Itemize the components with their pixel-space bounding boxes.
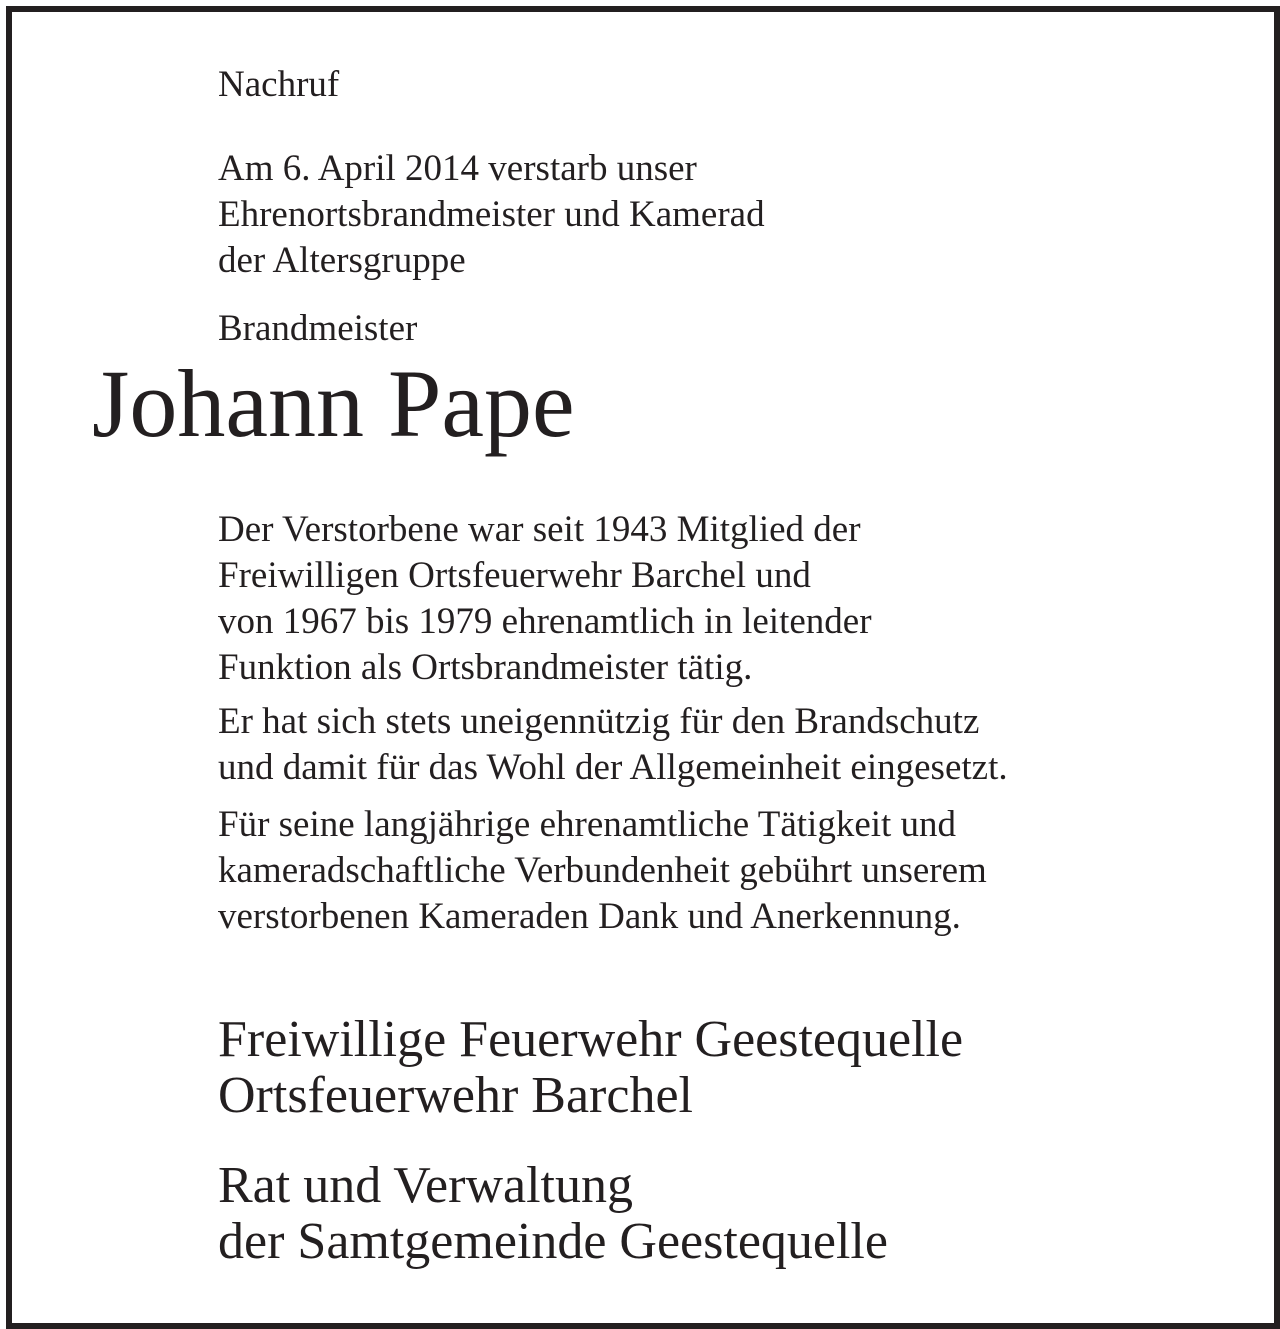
- rank-title: Brandmeister: [218, 308, 418, 349]
- paragraph3-line-1: Für seine langjährige ehrenamtliche Tätigkeit und: [218, 804, 957, 845]
- paragraph1-line-4: Funktion als Ortsbrandmeister tätig.: [218, 647, 753, 688]
- paragraph2-line-1: Er hat sich stets uneigennützig für den Brandschutz: [218, 701, 980, 742]
- intro-line-1: Am 6. April 2014 verstarb unser: [218, 148, 697, 189]
- signatory2-line-2: der Samtgemeinde Geestequelle: [218, 1213, 888, 1270]
- paragraph1-line-1: Der Verstorbene war seit 1943 Mitglied der: [218, 509, 861, 550]
- intro-line-2: Ehrenortsbrandmeister und Kamerad: [218, 194, 765, 235]
- obituary-frame: [6, 6, 1280, 1329]
- intro-line-3: der Altersgruppe: [218, 240, 466, 281]
- paragraph1-line-2: Freiwilligen Ortsfeuerwehr Barchel und: [218, 555, 811, 596]
- paragraph3-line-3: verstorbenen Kameraden Dank und Anerkennung.: [218, 896, 961, 937]
- paragraph1-line-3: von 1967 bis 1979 ehrenamtlich in leitender: [218, 601, 872, 642]
- deceased-name: Johann Pape: [92, 350, 575, 457]
- signatory1-line-2: Ortsfeuerwehr Barchel: [218, 1067, 693, 1124]
- paragraph2-line-2: und damit für das Wohl der Allgemeinheit eingesetzt.: [218, 747, 1008, 788]
- signatory2-line-1: Rat und Verwaltung: [218, 1157, 633, 1214]
- obituary-heading: Nachruf: [218, 64, 340, 105]
- paragraph3-line-2: kameradschaftliche Verbundenheit gebührt unserem: [218, 850, 987, 891]
- signatory1-line-1: Freiwillige Feuerwehr Geestequelle: [218, 1011, 964, 1068]
